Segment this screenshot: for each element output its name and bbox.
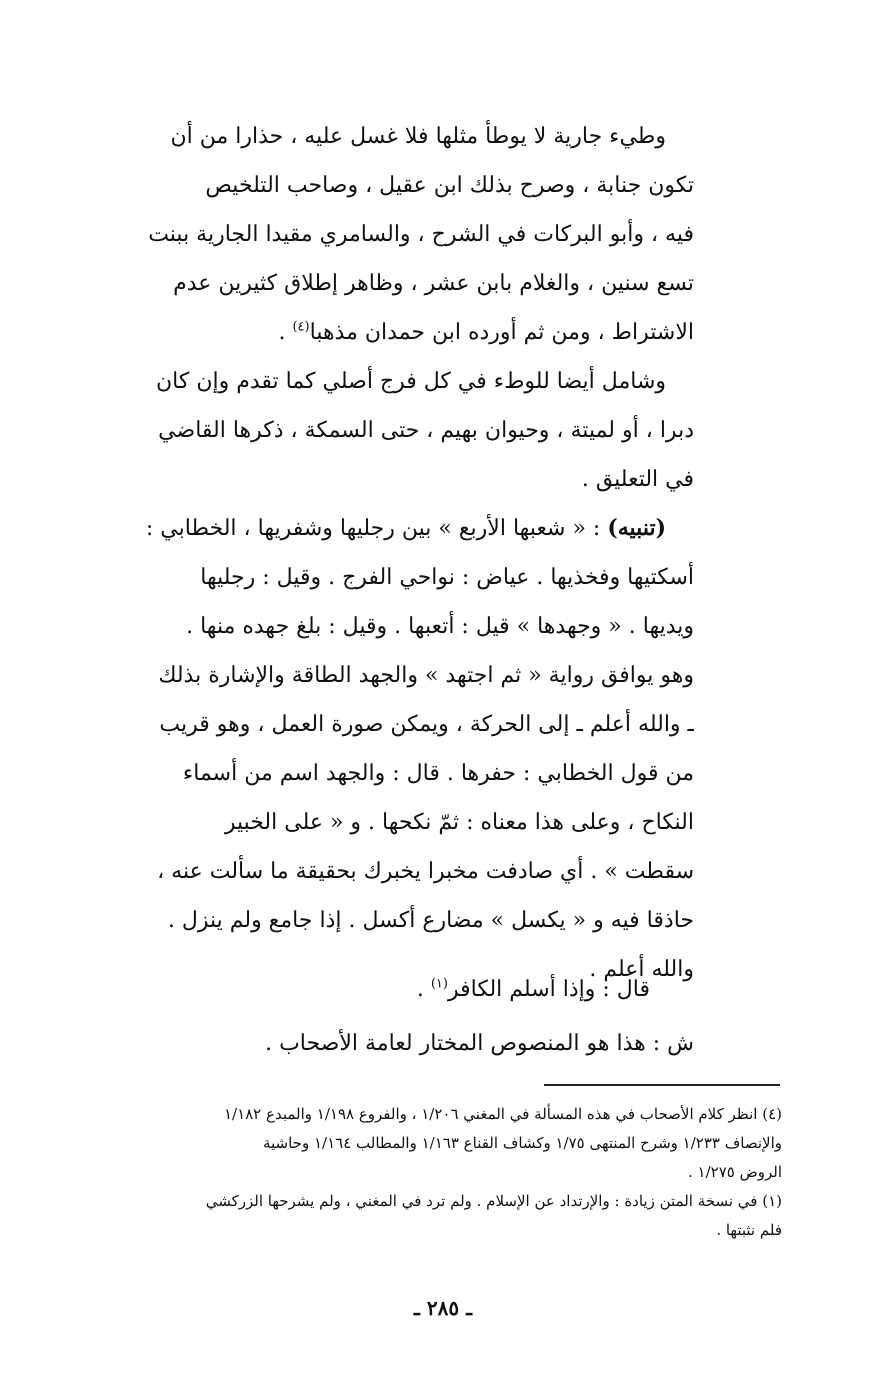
note-heading: (تنبيه) — [607, 515, 666, 541]
text-fragment: : « شعبها الأربع » بين رجليها وشفريها ، الخطابي : — [145, 516, 608, 541]
note-heading-line — [118, 504, 694, 553]
text-line: النكاح ، وعلى هذا معناه : ثمّ نكحها . و « على الخبير — [224, 810, 694, 835]
footnote-line: الروض ١/٢٧٥ . — [688, 1163, 782, 1181]
text-line-with-footnote-ref — [118, 308, 694, 357]
text-fragment: . — [416, 977, 431, 1002]
text-line: وهو يوافق رواية « ثم اجتهد » والجهد الطاقة والإشارة بذلك — [158, 663, 694, 688]
text-line: من قول الخطابي : حفرها . قال : والجهد اسم من أسماء — [182, 761, 694, 786]
sharh-line: ش : هذا هو المنصوص المختار لعامة الأصحاب . — [265, 1031, 694, 1056]
footnote-line: (١) في نسخة المتن زيادة : والإرتداد عن الإسلام . ولم ترد في المغني ، ولم يشرحها الزركشي — [205, 1192, 782, 1210]
text-line: تسع سنين ، والغلام بابن عشر ، وظاهر إطلاق كثيرين عدم — [173, 271, 694, 296]
matn-line — [118, 963, 694, 1017]
text-line: ـ والله أعلم ـ إلى الحركة ، ويمكن صورة العمل ، وهو قريب — [159, 712, 694, 737]
text-line: في التعليق . — [581, 467, 694, 492]
footnote-divider — [544, 1084, 780, 1086]
footnotes — [118, 1100, 782, 1245]
text-fragment: الاشتراط ، ومن ثم أورده ابن حمدان مذهبا — [309, 320, 694, 345]
footnote-line: والإنصاف ١/٢٣٣ وشرح المنتهى ١/٧٥ وكشاف القناع ١/١٦٣ والمطالب ١/١٦٤ وحاشية — [262, 1134, 782, 1152]
footnote-line: (٤) انظر كلام الأصحاب في هذه المسألة في المغني ١/٢٠٦ ، والفروع ١/١٩٨ والمبدع ١/١٨٢ — [223, 1105, 782, 1123]
page-number: ـ ٢٨٥ ـ — [414, 1296, 472, 1320]
text-line: سقطت » . أي صادفت مخبرا يخبرك بحقيقة ما سألت عنه ، — [157, 859, 694, 884]
main-text-body — [118, 112, 694, 994]
text-line: وطيء جارية لا يوطأ مثلها فلا غسل عليه ، حذارا من أن — [170, 124, 666, 149]
text-line: حاذقا فيه و « يكسل » مضارع أكسل . إذا جامع ولم ينزل . — [167, 908, 694, 933]
text-fragment: . — [278, 320, 293, 345]
footnote-line: فلم نثبتها . — [716, 1221, 782, 1239]
text-line: دبرا ، أو لميتة ، وحيوان بهيم ، حتى السمكة ، ذكرها القاضي — [158, 418, 694, 443]
footnote-ref-1[interactable]: (١) — [430, 976, 448, 992]
text-line: ويديها . « وجهدها » قيل : أتعبها . وقيل : بلغ جهده منها . — [186, 614, 694, 639]
text-line: وشامل أيضا للوطء في كل فرج أصلي كما تقدم وإن كان — [156, 369, 666, 394]
text-line: تكون جنابة ، وصرح بذلك ابن عقيل ، وصاحب التلخيص — [205, 173, 694, 198]
footnote-ref-4[interactable]: (٤) — [292, 319, 310, 335]
text-line: والله أعلم . — [589, 957, 694, 982]
text-line: فيه ، وأبو البركات في الشرح ، والسامري مقيدا الجارية ببنت — [148, 222, 694, 247]
matn-block — [118, 963, 694, 1071]
matn-text: قال : وإذا أسلم الكافر — [447, 977, 650, 1002]
text-line: أسكتيها وفخذيها . عياض : نواحي الفرج . وقيل : رجليها — [200, 565, 694, 590]
